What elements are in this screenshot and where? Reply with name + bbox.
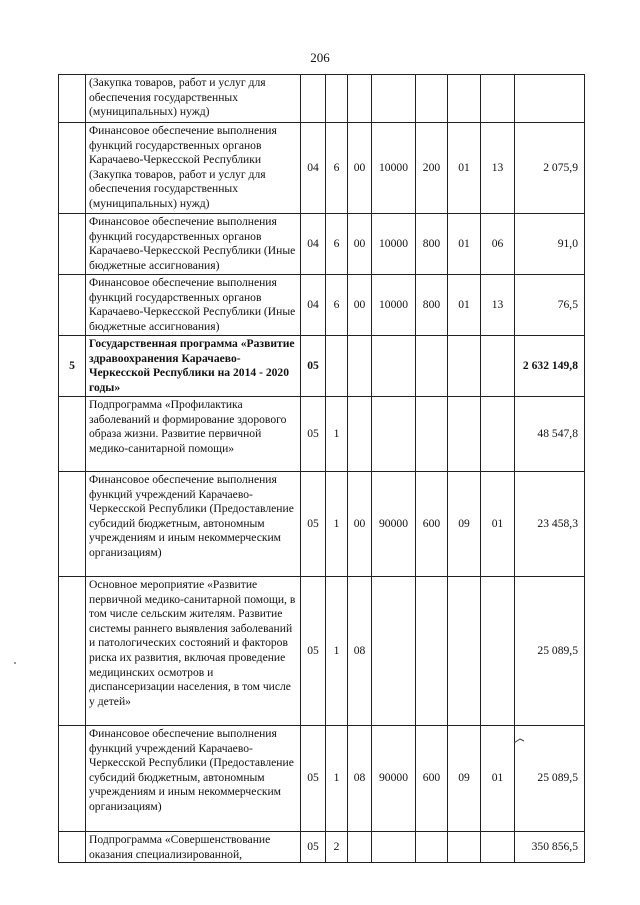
code-1-cell: 05 [301, 726, 326, 832]
code-7-cell: 01 [481, 472, 515, 577]
code-4-cell [372, 75, 416, 123]
code-3-cell: 00 [348, 123, 372, 214]
code-4-cell [372, 577, 416, 726]
row-number-cell [59, 726, 86, 832]
code-3-cell: 00 [348, 214, 372, 275]
code-1-cell: 05 [301, 397, 326, 472]
code-5-cell [416, 577, 448, 726]
row-number-cell [59, 214, 86, 275]
code-2-cell: 1 [326, 472, 348, 577]
amount-cell: 350 856,5 [515, 832, 585, 863]
code-3-cell: 00 [348, 275, 372, 336]
code-6-cell: 09 [448, 726, 481, 832]
code-4-cell: 90000 [372, 472, 416, 577]
code-5-cell: 600 [416, 472, 448, 577]
code-6-cell [448, 75, 481, 123]
row-name-cell: (Закупка товаров, работ и услуг для обеспечения государственных (муниципальных) нужд) [86, 75, 301, 123]
code-6-cell: 01 [448, 123, 481, 214]
code-7-cell: 13 [481, 275, 515, 336]
row-name-cell: Финансовое обеспечение выполнения функций государственных органов Карачаево-Черкесской Республики (Закупка товаров, работ и услуг для обеспечения государственных (муниципальных) нужд) [86, 123, 301, 214]
code-4-cell [372, 336, 416, 397]
code-3-cell: 08 [348, 726, 372, 832]
code-2-cell: 1 [326, 397, 348, 472]
code-2-cell: 1 [326, 577, 348, 726]
row-name-cell: Финансовое обеспечение выполнения функций государственных органов Карачаево-Черкесской Республики (Иные бюджетные ассигнования) [86, 275, 301, 336]
table-row [59, 577, 585, 726]
code-2-cell: 6 [326, 275, 348, 336]
row-number-cell [59, 397, 86, 472]
row-name-cell: Финансовое обеспечение выполнения функций учреждений Карачаево-Черкесской Республики (Предоставление субсидий бюджетным, автономным учреждениям и иным некоммерческим организациям) [86, 726, 301, 832]
amount-cell: 48 547,8 [515, 397, 585, 472]
scan-dot [12, 660, 20, 668]
amount-cell [515, 75, 585, 123]
code-4-cell: 10000 [372, 275, 416, 336]
code-7-cell [481, 336, 515, 397]
code-2-cell [326, 336, 348, 397]
code-2-cell: 2 [326, 832, 348, 863]
budget-table [58, 74, 585, 863]
code-6-cell [448, 336, 481, 397]
table-row [59, 832, 585, 863]
code-6-cell: 09 [448, 472, 481, 577]
row-number-cell [59, 123, 86, 214]
code-6-cell [448, 397, 481, 472]
amount-cell: 76,5 [515, 275, 585, 336]
code-7-cell: 13 [481, 123, 515, 214]
code-1-cell: 05 [301, 832, 326, 863]
amount-cell: 25 089,5 [515, 577, 585, 726]
scan-mark [512, 735, 528, 747]
code-4-cell [372, 832, 416, 863]
amount-cell: 2 632 149,8 [515, 336, 585, 397]
code-2-cell: 6 [326, 214, 348, 275]
row-number-cell: 5 [59, 336, 86, 397]
code-7-cell [481, 75, 515, 123]
code-3-cell [348, 397, 372, 472]
row-name-cell: Подпрограмма «Профилактика заболеваний и формирование здорового образа жизни. Развитие первичной медико-санитарной помощи» [86, 397, 301, 472]
code-4-cell: 10000 [372, 214, 416, 275]
code-5-cell: 200 [416, 123, 448, 214]
code-1-cell: 04 [301, 275, 326, 336]
code-4-cell: 90000 [372, 726, 416, 832]
code-4-cell [372, 397, 416, 472]
code-5-cell: 800 [416, 275, 448, 336]
row-number-cell [59, 75, 86, 123]
table-row [59, 75, 585, 123]
code-1-cell: 04 [301, 214, 326, 275]
table-row [59, 472, 585, 577]
row-number-cell [59, 275, 86, 336]
code-6-cell: 01 [448, 275, 481, 336]
code-6-cell [448, 832, 481, 863]
code-1-cell: 05 [301, 472, 326, 577]
table-row [59, 275, 585, 336]
code-7-cell: 01 [481, 726, 515, 832]
code-1-cell: 05 [301, 336, 326, 397]
row-name-cell: Основное мероприятие «Развитие первичной медико-санитарной помощи, в том числе сельским жителям. Развитие системы раннего выявления заболеваний и патологических состояний и факторов риска их развития, включая проведение медицинских осмотров и диспансеризации населения, в том числе у детей» [86, 577, 301, 726]
code-6-cell [448, 577, 481, 726]
code-3-cell: 00 [348, 472, 372, 577]
table-row [59, 397, 585, 472]
code-3-cell: 08 [348, 577, 372, 726]
code-5-cell: 600 [416, 726, 448, 832]
row-name-cell: Подпрограмма «Совершенствование оказания специализированной, [86, 832, 301, 863]
amount-cell: 2 075,9 [515, 123, 585, 214]
row-name-cell: Финансовое обеспечение выполнения функций государственных органов Карачаево-Черкесской Республики (Иные бюджетные ассигнования) [86, 214, 301, 275]
table-row [59, 123, 585, 214]
table-row [59, 726, 585, 832]
code-2-cell [326, 75, 348, 123]
row-number-cell [59, 577, 86, 726]
row-number-cell [59, 832, 86, 863]
code-5-cell [416, 397, 448, 472]
code-3-cell [348, 336, 372, 397]
amount-cell: 91,0 [515, 214, 585, 275]
code-5-cell: 800 [416, 214, 448, 275]
row-name-cell: Государственная программа «Развитие здравоохранения Карачаево-Черкесской Республики на 2014 - 2020 годы» [86, 336, 301, 397]
code-3-cell [348, 75, 372, 123]
code-2-cell: 1 [326, 726, 348, 832]
code-7-cell [481, 832, 515, 863]
code-1-cell [301, 75, 326, 123]
code-5-cell [416, 75, 448, 123]
row-name-cell: Финансовое обеспечение выполнения функций учреждений Карачаево-Черкесской Республики (Предоставление субсидий бюджетным, автономным учреждениям и иным некоммерческим организациям) [86, 472, 301, 577]
code-5-cell [416, 336, 448, 397]
code-2-cell: 6 [326, 123, 348, 214]
code-6-cell: 01 [448, 214, 481, 275]
code-7-cell [481, 577, 515, 726]
row-number-cell [59, 472, 86, 577]
code-3-cell [348, 832, 372, 863]
code-7-cell: 06 [481, 214, 515, 275]
amount-cell: 25 089,5 [515, 726, 585, 832]
amount-cell: 23 458,3 [515, 472, 585, 577]
code-1-cell: 04 [301, 123, 326, 214]
code-4-cell: 10000 [372, 123, 416, 214]
table-row [59, 214, 585, 275]
page-number: 206 [310, 50, 330, 65]
code-7-cell [481, 397, 515, 472]
code-1-cell: 05 [301, 577, 326, 726]
table-row [59, 336, 585, 397]
code-5-cell [416, 832, 448, 863]
